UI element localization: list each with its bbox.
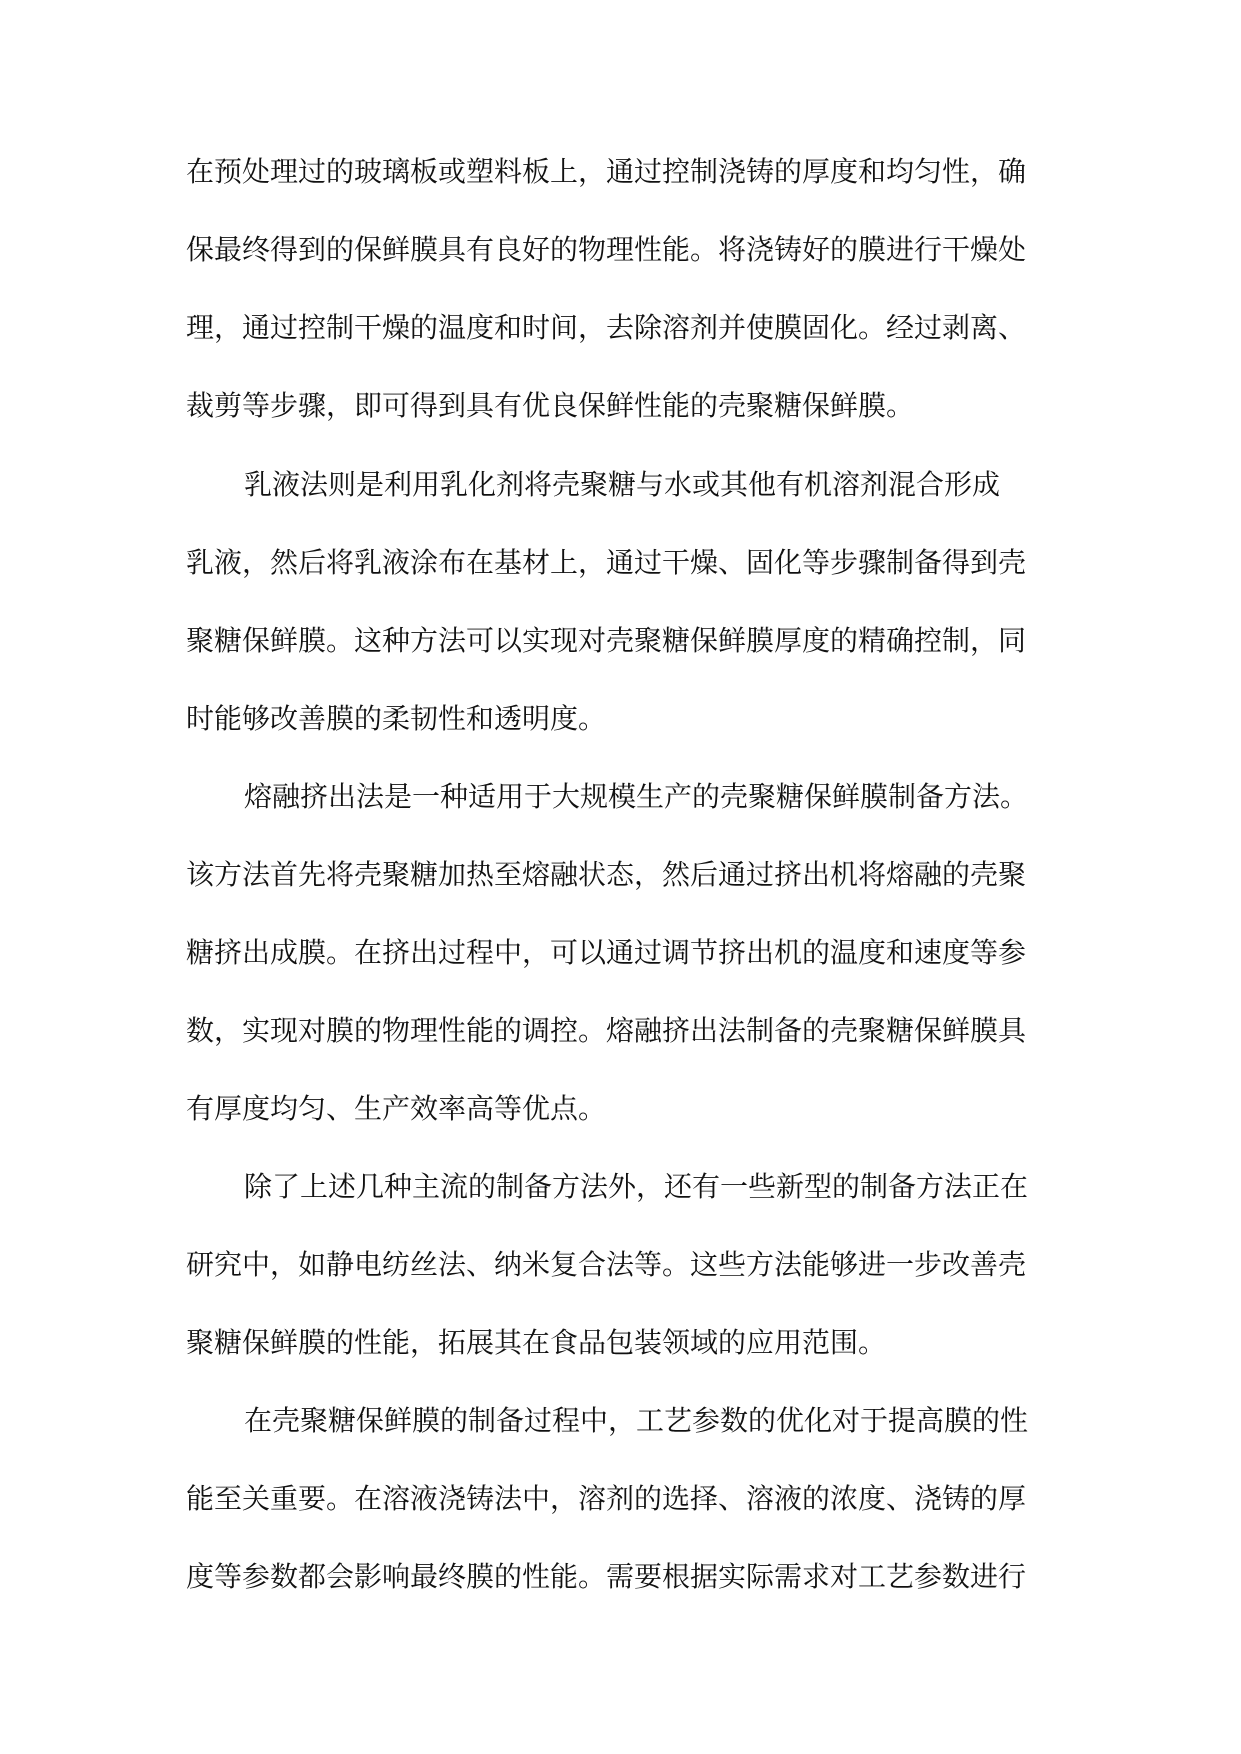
text-line: 乳液，然后将乳液涂布在基材上，通过干燥、固化等步骤制备得到壳	[186, 546, 1027, 579]
text-line: 在预处理过的玻璃板或塑料板上，通过控制浇铸的厚度和均匀性，确	[186, 155, 1027, 188]
text-line: 能至关重要。在溶液浇铸法中，溶剂的选择、溶液的浓度、浇铸的厚	[186, 1482, 1027, 1515]
text-line: 糖挤出成膜。在挤出过程中，可以通过调节挤出机的温度和速度等参	[186, 936, 1027, 969]
text-line: 研究中，如静电纺丝法、纳米复合法等。这些方法能够进一步改善壳	[186, 1248, 1027, 1281]
paragraph-first-line: 在壳聚糖保鲜膜的制备过程中，工艺参数的优化对于提高膜的性	[244, 1404, 1029, 1437]
text-line: 数，实现对膜的物理性能的调控。熔融挤出法制备的壳聚糖保鲜膜具	[186, 1014, 1027, 1047]
text-line: 理，通过控制干燥的温度和时间，去除溶剂并使膜固化。经过剥离、	[186, 311, 1027, 344]
text-line: 保最终得到的保鲜膜具有良好的物理性能。将浇铸好的膜进行干燥处	[186, 233, 1027, 266]
text-line: 聚糖保鲜膜。这种方法可以实现对壳聚糖保鲜膜厚度的精确控制，同	[186, 624, 1027, 657]
paragraph-first-line: 乳液法则是利用乳化剂将壳聚糖与水或其他有机溶剂混合形成	[244, 468, 1001, 501]
paragraph-first-line: 熔融挤出法是一种适用于大规模生产的壳聚糖保鲜膜制备方法。	[244, 780, 1029, 813]
text-line: 有厚度均匀、生产效率高等优点。	[186, 1092, 607, 1125]
text-line: 度等参数都会影响最终膜的性能。需要根据实际需求对工艺参数进行	[186, 1560, 1027, 1593]
text-line: 聚糖保鲜膜的性能，拓展其在食品包装领域的应用范围。	[186, 1326, 887, 1359]
text-line: 裁剪等步骤，即可得到具有优良保鲜性能的壳聚糖保鲜膜。	[186, 389, 915, 422]
text-line: 时能够改善膜的柔韧性和透明度。	[186, 702, 607, 735]
text-line: 该方法首先将壳聚糖加热至熔融状态，然后通过挤出机将熔融的壳聚	[186, 858, 1027, 891]
paragraph-first-line: 除了上述几种主流的制备方法外，还有一些新型的制备方法正在	[244, 1170, 1029, 1203]
